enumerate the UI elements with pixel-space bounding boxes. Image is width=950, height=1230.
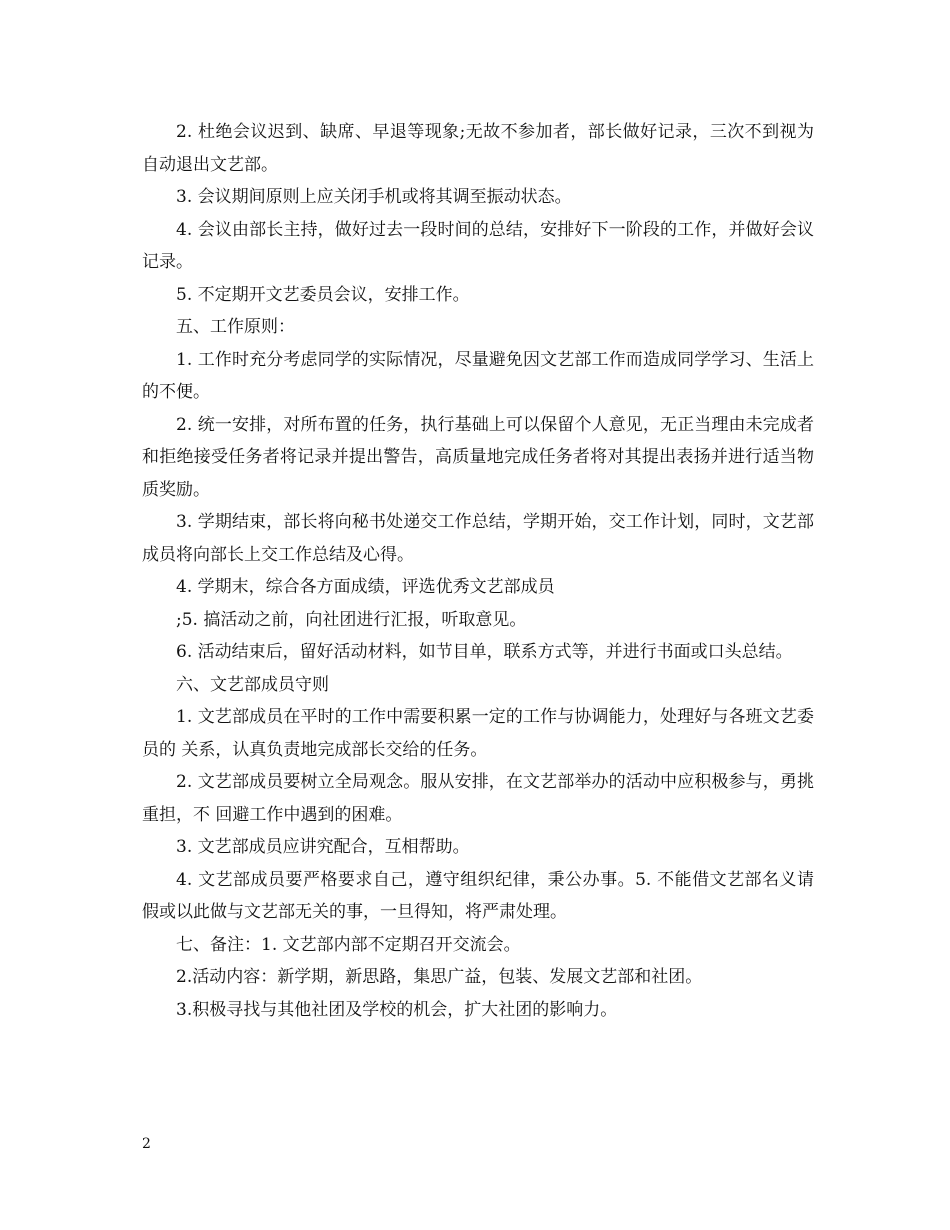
paragraph-committee-meeting: 5. 不定期开文艺委员会议，安排工作。 xyxy=(176,284,470,305)
paragraph-principle-3: 3. 学期结束，部长将向秘书处递交工作总结，学期开始，交工作计划，同时，文艺部成员将向部长上交工作总结及心得。 xyxy=(142,512,814,565)
paragraph-rule-2: 2. 文艺部成员要树立全局观念。服从安排，在文艺部举办的活动中应积极参与，勇挑重担，不 回避工作中遇到的困难。 xyxy=(142,772,814,825)
paragraph-principle-6: 6. 活动结束后，留好活动材料，如节目单，联系方式等，并进行书面或口头总结。 xyxy=(176,642,793,662)
document-body xyxy=(142,116,814,1026)
paragraph-rule-1: 1. 文艺部成员在平时的工作中需要积累一定的工作与协调能力，处理好与各班文艺委员的 关系，认真负责地完成部长交给的任务。 xyxy=(142,707,814,760)
paragraph-meeting-host: 4. 会议由部长主持，做好过去一段时间的总结，安排好下一阶段的工作，并做好会议记录。 xyxy=(142,219,814,272)
paragraph-remark-2: 2.活动内容：新学期，新思路，集思广益，包装、发展文艺部和社团。 xyxy=(176,967,703,987)
section-heading-member-rules: 六、文艺部成员守则 xyxy=(176,674,329,695)
paragraph-phone-policy: 3. 会议期间原则上应关闭手机或将其调至振动状态。 xyxy=(176,187,572,207)
paragraph-principle-2: 2. 统一安排，对所布置的任务，执行基础上可以保留个人意见，无正当理由未完成者和拒绝接受任务者将记录并提出警告，高质量地完成任务者将对其提出表扬并进行适当物质奖励。 xyxy=(142,414,814,500)
page-number: 2 xyxy=(142,1136,151,1152)
section-heading-remarks: 七、备注：1. 文艺部内部不定期召开交流会。 xyxy=(176,934,521,955)
paragraph-rule-4-5: 4. 文艺部成员要严格要求自己，遵守组织纪律，秉公办事。5. 不能借文艺部名义请假或以此做与文艺部无关的事，一旦得知，将严肃处理。 xyxy=(142,869,814,922)
paragraph-remark-3: 3.积极寻找与其他社团及学校的机会，扩大社团的影响力。 xyxy=(176,999,618,1020)
paragraph-principle-1: 1. 工作时充分考虑同学的实际情况，尽量避免因文艺部工作而造成同学学习、生活上的不便。 xyxy=(142,349,814,402)
paragraph-meeting-attendance: 2. 杜绝会议迟到、缺席、早退等现象;无故不参加者，部长做好记录，三次不到视为自动退出文艺部。 xyxy=(142,122,814,175)
paragraph-principle-4: 4. 学期末，综合各方面成绩，评选优秀文艺部成员 xyxy=(176,577,555,597)
paragraph-rule-3: 3. 文艺部成员应讲究配合，互相帮助。 xyxy=(176,837,470,857)
section-heading-work-principles: 五、工作原则： xyxy=(176,317,295,337)
paragraph-principle-5: ;5. 搞活动之前，向社团进行汇报，听取意见。 xyxy=(176,609,527,630)
